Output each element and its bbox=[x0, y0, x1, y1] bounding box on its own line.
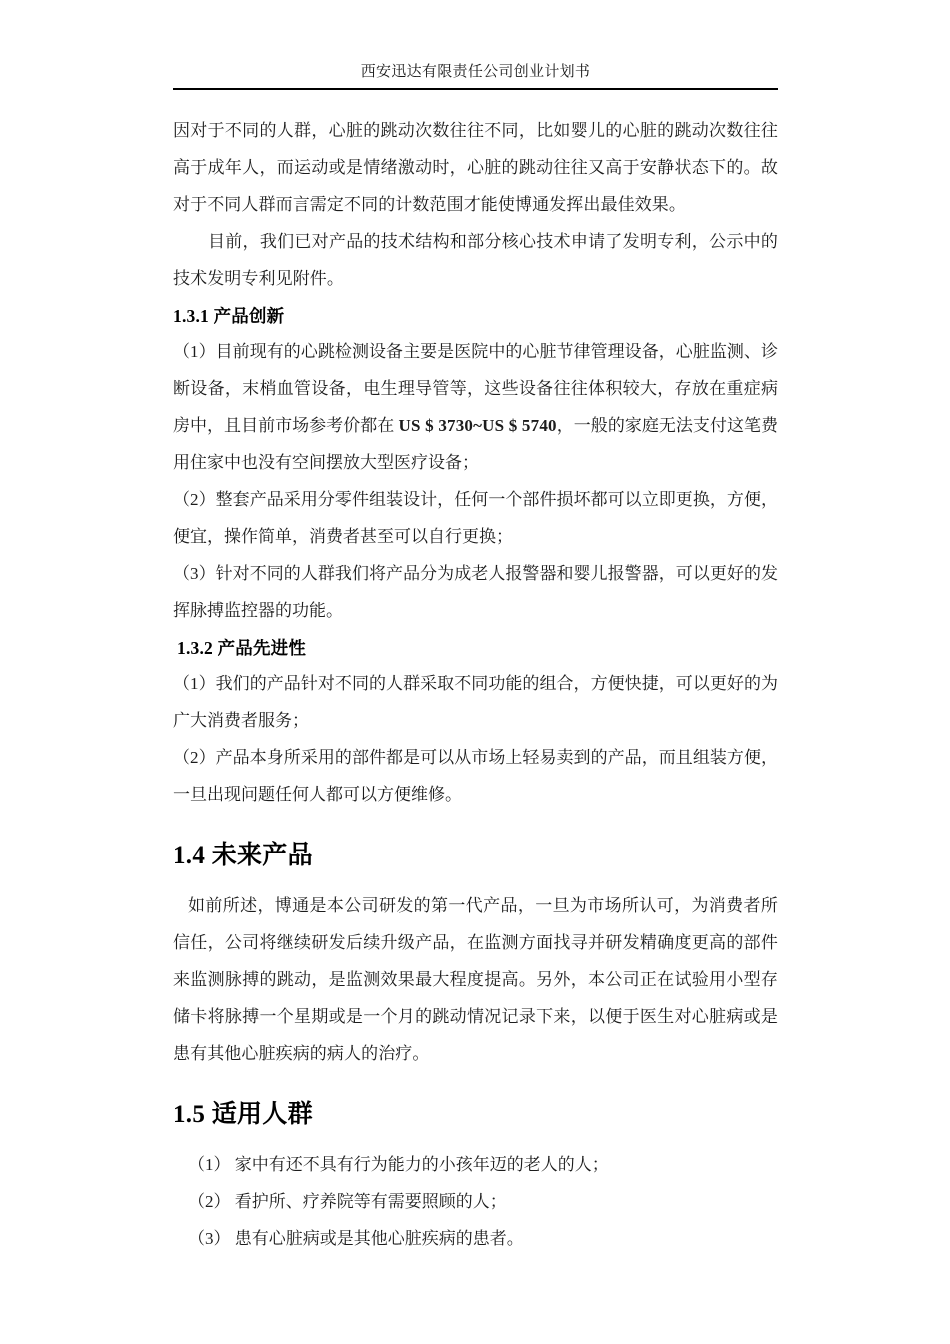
header-divider bbox=[173, 88, 778, 90]
heading-1-5: 1.5 适用人群 bbox=[173, 1101, 313, 1128]
document-body bbox=[173, 112, 778, 1257]
list-item: （1） 家中有还不具有行为能力的小孩年迈的老人的人； bbox=[188, 1155, 609, 1174]
header-title: 西安迅达有限责任公司创业计划书 bbox=[360, 64, 591, 80]
section-131-item-1-text-before: （1）目前现有的心跳检测设备主要是医院中的心脏节律管理设备，心脏监测、诊断设备，末梢血管设备，电生理导管等，这些设备往往体积较大，存放在重症病房中，且目前市场参考价都在 bbox=[173, 342, 778, 435]
price-range-value: US $ 3730~US $ 5740 bbox=[398, 416, 557, 435]
body-paragraph-1: 因对于不同的人群，心脏的跳动次数往往不同，比如婴儿的心脏的跳动次数往往高于成年人，而运动或是情绪激动时，心脏的跳动往往又高于安静状态下的。故对于不同人群而言需定不同的计数范围才能使博通发挥出最佳效果。 bbox=[173, 121, 778, 214]
list-item: （1）我们的产品针对不同的人群采取不同功能的组合，方便快捷，可以更好的为广大消费者服务； bbox=[173, 674, 778, 730]
page-header bbox=[173, 62, 778, 82]
list-item: （3） 患有心脏病或是其他心脏疾病的患者。 bbox=[188, 1229, 524, 1248]
section-14-paragraph: 如前所述，博通是本公司研发的第一代产品，一旦为市场所认可，为消费者所信任，公司将继续研发后续升级产品，在监测方面找寻并研发精确度更高的部件来监测脉搏的跳动，是监测效果最大程度提高。另外，本公司正在试验用小型存储卡将脉搏一个星期或是一个月的跳动情况记录下来，以便于医生对心脏病或是患有其他心脏疾病的病人的治疗。 bbox=[173, 896, 778, 1063]
body-paragraph-2: 目前，我们已对产品的技术结构和部分核心技术申请了发明专利，公示中的技术发明专利见附件。 bbox=[173, 232, 778, 288]
section-131-item-1-text-after: ，一般的家庭无法支付这笔费用住家中也没有空间摆放大型医疗设备； bbox=[173, 416, 779, 472]
list-item: （2）整套产品采用分零件组装设计，任何一个部件损坏都可以立即更换，方便，便宜，操作简单，消费者甚至可以自行更换； bbox=[173, 490, 778, 546]
list-item bbox=[173, 333, 778, 481]
list-item: （2） 看护所、疗养院等有需要照顾的人； bbox=[188, 1192, 507, 1211]
heading-1-4: 1.4 未来产品 bbox=[173, 842, 313, 869]
heading-1-3-1: 1.3.1 产品创新 bbox=[173, 306, 285, 326]
heading-1-3-2: 1.3.2 产品先进性 bbox=[177, 638, 307, 658]
list-item: （2）产品本身所采用的部件都是可以从市场上轻易卖到的产品，而且组装方便，一旦出现问题任何人都可以方便维修。 bbox=[173, 748, 778, 804]
list-item: （3）针对不同的人群我们将产品分为成老人报警器和婴儿报警器，可以更好的发挥脉搏监控器的功能。 bbox=[173, 564, 778, 620]
